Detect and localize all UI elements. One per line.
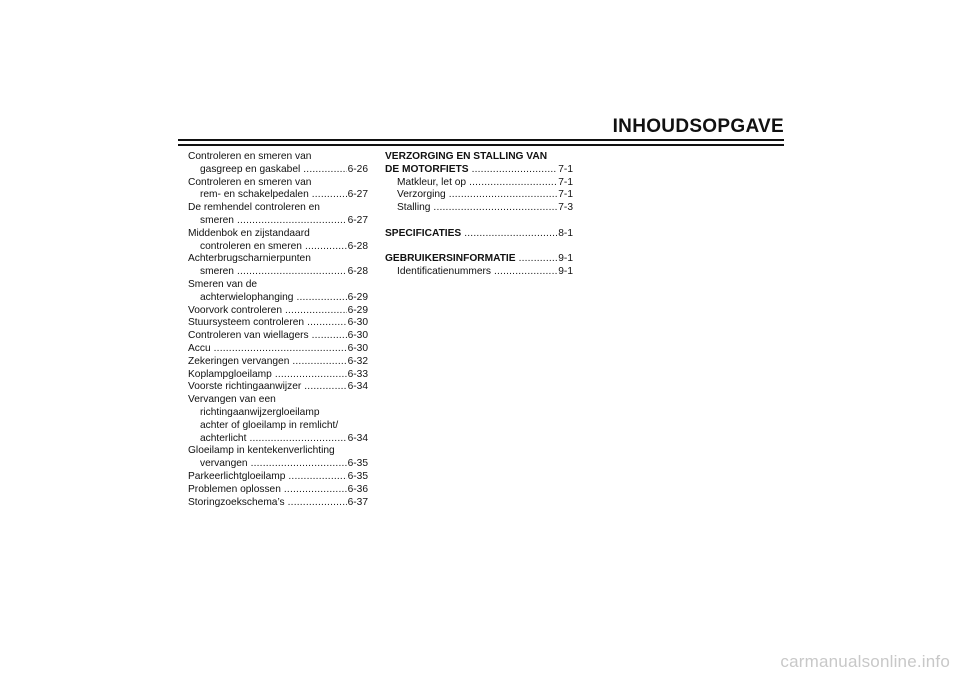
toc-label: smeren [200,266,234,278]
section-user-information [385,253,573,279]
toc-line [188,317,368,330]
spacer [385,215,573,228]
toc-label: rem- en schakelpedalen [200,189,309,201]
toc-line [188,292,368,305]
toc-label: Controleren en smeren van [188,176,312,188]
dot-leader [249,433,346,446]
toc-line [188,305,368,318]
toc-line[interactable] [385,228,573,241]
dot-leader [292,356,346,369]
spacer [385,241,573,254]
section-heading: GEBRUIKERSINFORMATIE [385,253,516,265]
toc-label: De remhendel controleren en [188,202,320,214]
toc-line [188,356,368,369]
toc-entry[interactable] [188,202,368,228]
toc-label: Koplampgloeilamp [188,368,272,380]
toc-line [188,458,368,471]
page-number: 9-1 [558,266,573,278]
toc-label: Controleren en smeren van [188,151,312,162]
page-number: 6-35 [347,470,368,482]
dot-leader [285,305,347,318]
dot-leader [307,317,347,330]
toc-line[interactable] [385,202,573,215]
toc-line [188,215,368,228]
page-number: 6-32 [347,355,368,367]
toc-label: vervangen [200,458,248,470]
section-heading-line1: VERZORGING EN STALLING VAN [385,151,548,162]
toc-entry[interactable] [188,484,368,497]
toc-entry[interactable] [188,369,368,382]
dot-leader [312,189,347,202]
dot-leader [251,458,347,471]
toc-entry[interactable] [188,497,368,510]
dot-leader [312,330,347,343]
page-number: 6-34 [347,432,368,444]
page-number: 6-37 [347,496,368,508]
toc-label: Achterbrugscharnierpunten [188,253,311,265]
toc-entry[interactable] [188,253,368,279]
toc-line[interactable] [385,189,573,202]
page-number: 6-30 [347,342,368,354]
toc-label: Accu [188,342,211,354]
page-number: 7-1 [558,176,573,188]
toc-label: Voorvork controleren [188,304,282,316]
dot-leader [305,241,347,254]
page-number: 6-35 [347,458,368,470]
toc-label: smeren [200,214,234,226]
toc-label: Smeren van de [188,278,258,290]
toc-label: controleren en smeren [200,240,302,252]
toc-label: Middenbok en zijstandaard [188,227,310,239]
toc-label: Stalling [397,202,431,214]
toc-line [188,164,368,177]
dot-leader [494,266,557,279]
page-number: 7-3 [558,202,573,214]
toc-label: achterlicht [200,432,247,444]
toc-line[interactable] [385,253,573,266]
toc-label: Identificatienummers [397,266,491,278]
dot-leader [303,164,346,177]
section-care-storage [385,151,573,215]
dot-leader [288,497,347,510]
toc-label: Controleren van wiellagers [188,330,309,342]
toc-entry[interactable] [188,305,368,318]
toc-line [188,241,368,254]
toc-line [188,497,368,510]
toc-right-column [385,151,573,279]
toc-label: Problemen oplossen [188,483,281,495]
dot-leader [464,228,557,241]
toc-line [188,343,368,356]
toc-label: Stuursysteem controleren [188,317,305,329]
toc-entry[interactable] [188,471,368,484]
toc-entry[interactable] [188,394,368,445]
dot-leader [449,189,558,202]
header-rule-top [178,139,784,141]
toc-label: Verzorging [397,189,446,201]
page-number: 7-1 [558,163,573,175]
dot-leader [519,253,558,266]
toc-line [188,381,368,394]
toc-entry[interactable] [188,228,368,254]
section-specifications [385,228,573,241]
toc-entry[interactable] [188,151,368,177]
dot-leader [237,215,347,228]
toc-line[interactable] [385,266,573,279]
page-number: 6-34 [347,381,368,393]
dot-leader [469,177,557,190]
toc-label: Parkeerlichtgloeilamp [188,470,286,482]
page-number: 6-26 [347,163,368,175]
page-number: 7-1 [558,189,573,201]
toc-line [188,369,368,382]
toc-line [188,189,368,202]
dot-leader [237,266,347,279]
page-number: 6-36 [347,483,368,495]
toc-entry[interactable] [188,177,368,203]
toc-line[interactable] [385,164,573,177]
page-number: 6-28 [347,266,368,278]
toc-label: Zekeringen vervangen [188,355,290,367]
page-number: 6-28 [347,240,368,252]
page-title: INHOUDSOPGAVE [612,116,784,137]
toc-label: Gloeilamp in kentekenverlichting [188,445,335,457]
toc-label: Vervangen van een [188,394,276,406]
page-number: 6-30 [347,330,368,342]
page-number: 6-29 [347,291,368,303]
toc-entry[interactable] [188,356,368,369]
dot-leader [296,292,346,305]
toc-entry[interactable] [188,279,368,305]
page-number: 9-1 [558,253,573,265]
section-heading-line2: DE MOTORFIETS [385,163,469,175]
page-number: 6-27 [347,214,368,226]
page-number: 6-33 [347,368,368,380]
dot-leader [288,471,346,484]
toc-line[interactable] [385,177,573,190]
toc-label: Matkleur, let op [397,176,467,188]
page-number: 6-27 [347,189,368,201]
toc-line [188,484,368,497]
page-number: 6-30 [347,317,368,329]
dot-leader [472,164,558,177]
dot-leader [284,484,347,497]
toc-entry[interactable] [188,317,368,330]
toc-entry[interactable] [188,330,368,343]
toc-label: achterwielophanging [200,291,294,303]
toc-entry[interactable] [188,445,368,471]
toc-label: achter of gloeilamp in remlicht/ [200,419,339,431]
dot-leader [304,381,346,394]
page-number: 8-1 [558,227,573,239]
page-number: 6-29 [347,304,368,316]
toc-line [188,433,368,446]
section-heading: SPECIFICATIES [385,227,462,239]
toc-left-column [188,151,368,509]
dot-leader [214,343,347,356]
toc-line [188,471,368,484]
toc-label: gasgreep en gaskabel [200,163,301,175]
header-rule-bottom [178,144,784,146]
toc-line [188,266,368,279]
toc-label: richtingaanwijzergloeilamp [200,406,320,418]
toc-label: Storingzoekschema’s [188,496,285,508]
toc-entry[interactable] [188,343,368,356]
toc-label: Voorste richtingaanwijzer [188,381,302,393]
toc-entry[interactable] [188,381,368,394]
dot-leader [433,202,557,215]
watermark: carmanualsonline.info [780,652,950,671]
dot-leader [275,369,347,382]
toc-line [188,330,368,343]
